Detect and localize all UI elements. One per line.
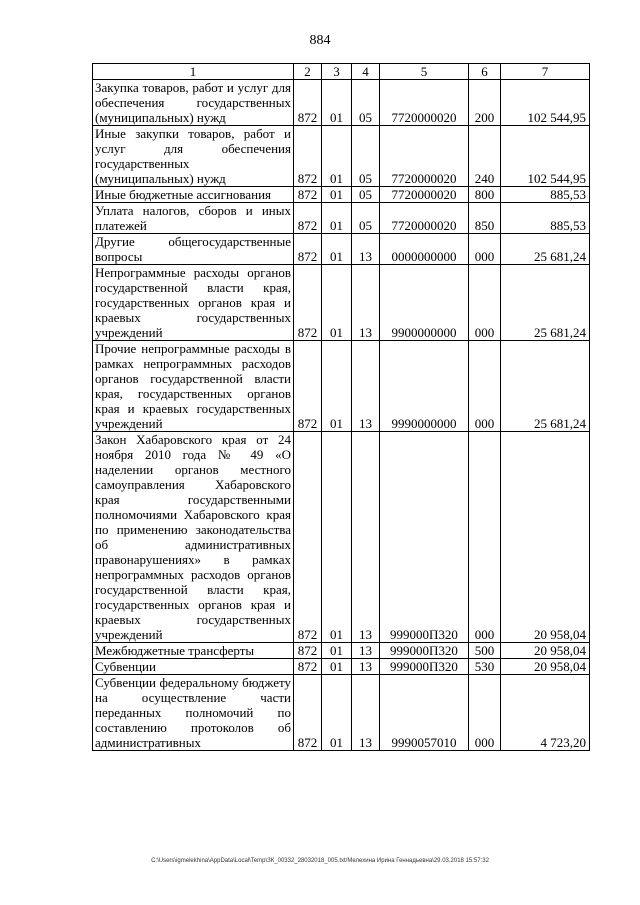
row-grbs-code: 872 [294, 643, 322, 659]
row-target-article-code: 999000П320 [380, 643, 469, 659]
column-number: 2 [294, 64, 322, 80]
row-expense-type-code: 000 [469, 341, 501, 432]
row-name: Непрограммные расходы органов государственной власти края, государственных органов края и краевых государственных учреждений [93, 265, 294, 341]
row-amount: 20 958,04 [501, 643, 590, 659]
row-name: Межбюджетные трансферты [93, 643, 294, 659]
row-amount: 25 681,24 [501, 265, 590, 341]
row-section-code: 01 [322, 234, 352, 265]
row-name: Субвенции [93, 659, 294, 675]
row-grbs-code: 872 [294, 187, 322, 203]
table-row [93, 341, 590, 432]
row-section-code: 01 [322, 643, 352, 659]
row-expense-type-code: 800 [469, 187, 501, 203]
column-number: 7 [501, 64, 590, 80]
table-row [93, 643, 590, 659]
row-target-article-code: 9990057010 [380, 675, 469, 751]
row-subsection-code: 13 [352, 341, 380, 432]
table-row [93, 234, 590, 265]
row-subsection-code: 13 [352, 432, 380, 643]
row-name: Закон Хабаровского края от 24 ноября 2010 года № 49 «О наделении органов местного самоуправления Хабаровского края государственными полномочиями Хабаровского края по применению законодательства об административных правонарушениях» в рамках непрограммных расходов органов государственной власти края, государственных органов края и краевых государственных учреждений [93, 432, 294, 643]
row-grbs-code: 872 [294, 234, 322, 265]
row-subsection-code: 13 [352, 659, 380, 675]
row-amount: 4 723,20 [501, 675, 590, 751]
row-subsection-code: 13 [352, 675, 380, 751]
row-name: Субвенции федеральному бюджету на осуществление части переданных полномочий по составлению протоколов об административных [93, 675, 294, 751]
row-subsection-code: 05 [352, 187, 380, 203]
row-amount: 885,53 [501, 187, 590, 203]
row-target-article-code: 7720000020 [380, 203, 469, 234]
row-expense-type-code: 000 [469, 234, 501, 265]
column-number-row [93, 64, 590, 80]
table-row [93, 203, 590, 234]
row-name: Уплата налогов, сборов и иных платежей [93, 203, 294, 234]
row-amount: 885,53 [501, 203, 590, 234]
row-grbs-code: 872 [294, 341, 322, 432]
row-subsection-code: 05 [352, 80, 380, 126]
row-expense-type-code: 000 [469, 265, 501, 341]
column-number: 3 [322, 64, 352, 80]
row-target-article-code: 9900000000 [380, 265, 469, 341]
row-subsection-code: 13 [352, 234, 380, 265]
row-target-article-code: 0000000000 [380, 234, 469, 265]
row-grbs-code: 872 [294, 432, 322, 643]
row-section-code: 01 [322, 80, 352, 126]
row-section-code: 01 [322, 203, 352, 234]
column-number: 6 [469, 64, 501, 80]
column-number: 4 [352, 64, 380, 80]
row-expense-type-code: 530 [469, 659, 501, 675]
row-section-code: 01 [322, 341, 352, 432]
column-number: 5 [380, 64, 469, 80]
row-name: Иные бюджетные ассигнования [93, 187, 294, 203]
table-row [93, 659, 590, 675]
row-target-article-code: 7720000020 [380, 126, 469, 187]
row-section-code: 01 [322, 187, 352, 203]
table-row [93, 265, 590, 341]
row-amount: 25 681,24 [501, 234, 590, 265]
row-amount: 20 958,04 [501, 659, 590, 675]
file-path-footer: C:\Users\igmelekhina\AppData\Local\Temp\ЗК_00332_28032018_005.txt/Мелехина Ирина Геннадьевна\29.03.2018 15:57:32 [151, 858, 489, 864]
row-amount: 102 544,95 [501, 80, 590, 126]
row-expense-type-code: 500 [469, 643, 501, 659]
row-name: Иные закупки товаров, работ и услуг для обеспечения государственных (муниципальных) нужд [93, 126, 294, 187]
row-subsection-code: 05 [352, 126, 380, 187]
row-name: Прочие непрограммные расходы в рамках непрограммных расходов органов государственной власти края, государственных органов края и краевых государственных учреждений [93, 341, 294, 432]
row-section-code: 01 [322, 265, 352, 341]
row-section-code: 01 [322, 659, 352, 675]
row-amount: 25 681,24 [501, 341, 590, 432]
table-row [93, 187, 590, 203]
page-number: 884 [309, 33, 331, 48]
row-expense-type-code: 850 [469, 203, 501, 234]
row-section-code: 01 [322, 675, 352, 751]
row-grbs-code: 872 [294, 203, 322, 234]
row-target-article-code: 7720000020 [380, 80, 469, 126]
row-target-article-code: 999000П320 [380, 659, 469, 675]
row-name: Закупка товаров, работ и услуг для обеспечения государственных (муниципальных) нужд [93, 80, 294, 126]
table-row [93, 126, 590, 187]
table-row [93, 675, 590, 751]
row-section-code: 01 [322, 126, 352, 187]
table-row [93, 432, 590, 643]
column-number: 1 [93, 64, 294, 80]
row-subsection-code: 05 [352, 203, 380, 234]
row-amount: 20 958,04 [501, 432, 590, 643]
row-grbs-code: 872 [294, 675, 322, 751]
row-subsection-code: 13 [352, 265, 380, 341]
row-grbs-code: 872 [294, 659, 322, 675]
row-expense-type-code: 240 [469, 126, 501, 187]
row-amount: 102 544,95 [501, 126, 590, 187]
row-expense-type-code: 200 [469, 80, 501, 126]
budget-table [92, 63, 590, 751]
row-target-article-code: 7720000020 [380, 187, 469, 203]
row-section-code: 01 [322, 432, 352, 643]
table-row [93, 80, 590, 126]
row-grbs-code: 872 [294, 126, 322, 187]
row-target-article-code: 999000П320 [380, 432, 469, 643]
row-expense-type-code: 000 [469, 675, 501, 751]
row-grbs-code: 872 [294, 265, 322, 341]
row-grbs-code: 872 [294, 80, 322, 126]
row-subsection-code: 13 [352, 643, 380, 659]
row-target-article-code: 9990000000 [380, 341, 469, 432]
row-name: Другие общегосударственные вопросы [93, 234, 294, 265]
row-expense-type-code: 000 [469, 432, 501, 643]
